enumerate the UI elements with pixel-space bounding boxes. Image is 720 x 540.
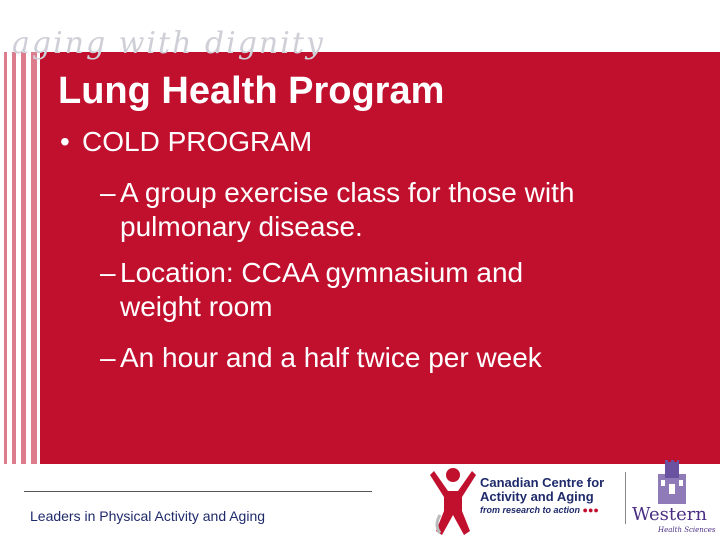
logo-divider [625, 472, 626, 524]
bullet-marker: • [60, 126, 70, 157]
sub-item-line2: weight room [120, 291, 273, 322]
western-logo [632, 460, 716, 536]
sub-marker: – [100, 257, 116, 288]
ccaa-dots: ●●● [582, 505, 599, 515]
sub-marker: – [100, 177, 116, 208]
sub-marker: – [100, 342, 116, 373]
ccaa-line2: Activity and Aging [480, 489, 594, 504]
bullet-text: COLD PROGRAM [82, 126, 313, 157]
ccaa-line1: Canadian Centre for [480, 475, 605, 490]
ccaa-tagline-text: from research to action [480, 505, 581, 515]
bullet-item [60, 126, 312, 158]
ccaa-tagline [480, 505, 604, 515]
sub-item-line1: Location: CCAA gymnasium and [120, 257, 524, 288]
ccaa-logo [480, 476, 604, 515]
western-subtitle: Health Sciences [658, 526, 716, 534]
sub-item-line2: pulmonary disease. [120, 211, 363, 242]
slide-title: Lung Health Program [58, 70, 445, 112]
sub-item [100, 176, 660, 244]
sub-item-line1: A group exercise class for those with [120, 177, 575, 208]
sub-item [100, 341, 660, 375]
person-figure-icon [430, 465, 476, 537]
footer-text: Leaders in Physical Activity and Aging [30, 508, 266, 524]
footer-divider [24, 491, 372, 492]
sub-item-line1: An hour and a half twice per week [120, 342, 542, 373]
sub-item [100, 256, 660, 324]
left-stripes [0, 52, 40, 464]
western-name: Western [632, 504, 708, 525]
tagline: aging with dignity [12, 26, 325, 61]
